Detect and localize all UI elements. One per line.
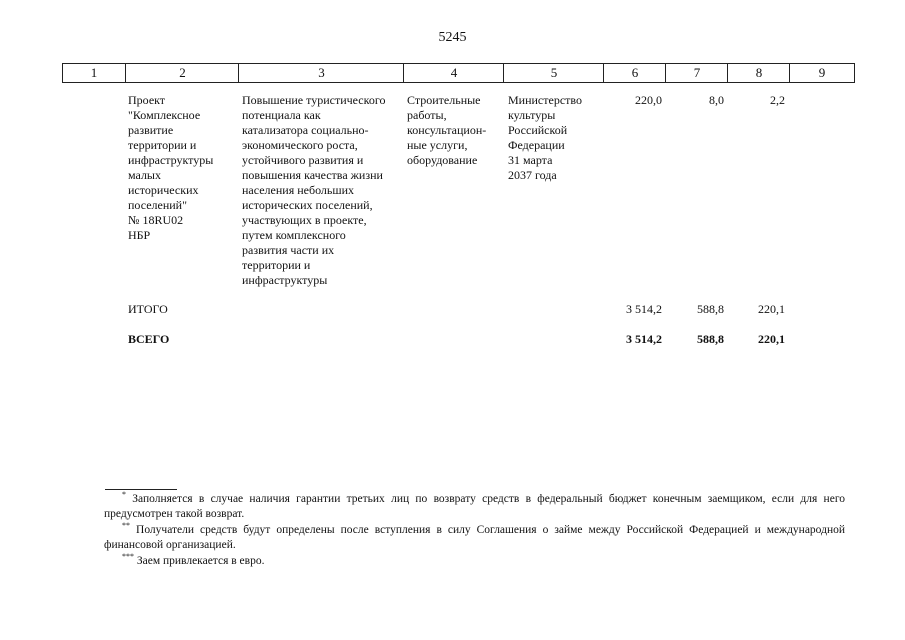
executor-cell [508,93,582,183]
works-line: работы, [407,108,447,122]
executor-line: Федерации [508,138,565,152]
project-line: развитие [128,123,174,137]
column-number: 7 [665,64,728,82]
footnote-2 [104,523,845,553]
purpose-line: участвующих в проекте, [242,213,367,227]
purpose-line: населения небольших [242,183,355,197]
itogo-col6: 3 514,2 [626,302,662,316]
vsego-col8: 220,1 [758,332,785,346]
footnote-1 [104,492,845,522]
works-cell [407,93,486,168]
vsego-label: ВСЕГО [128,332,170,346]
footnote-text: Заполняется в случае наличия гарантии третьих лиц по возврату средств в федеральный бюджет конечным заемщиком, если для него предусмотрен такой возврат. [104,493,846,520]
page-number: 5245 [438,30,467,45]
executor-line: культуры [508,108,556,122]
footnote-text: Получатели средств будут определены после вступления в силу Соглашения о займе между Российской Федерацией и международной финансовой организацией. [104,524,846,551]
purpose-line: повышения качества жизни [242,168,383,182]
project-purpose-cell [242,93,385,288]
amount-col7: 8,0 [709,93,724,107]
footnote-mark: ** [122,521,130,530]
column-number: 1 [90,65,98,80]
project-line: малых [128,168,161,182]
column-number: 4 [403,64,504,82]
purpose-line: исторических поселений, [242,198,373,212]
project-line: НБР [128,228,151,242]
project-line: "Комплексное [128,108,201,122]
project-line: № 18RU02 [128,213,184,227]
purpose-line: устойчивого развития и [242,153,364,167]
purpose-line: Повышение туристического [242,93,386,107]
project-line: территории и [128,138,197,152]
column-number: 9 [789,64,854,82]
project-line: исторических [128,183,199,197]
executor-line: Министерство [508,93,582,107]
amount-col8: 2,2 [770,93,785,107]
purpose-line: экономического роста, [242,138,358,152]
works-line: Строительные [407,93,481,107]
project-name-cell [128,93,213,243]
project-line: поселений" [128,198,187,212]
column-number: 3 [238,64,404,82]
executor-line: 31 марта [508,153,553,167]
itogo-col8: 220,1 [758,302,785,316]
purpose-line: территории и [242,258,311,272]
executor-line: Российской [508,123,568,137]
vsego-col6: 3 514,2 [626,332,662,346]
column-number-header [62,63,855,83]
project-line: Проект [128,93,166,107]
works-line: оборудование [407,153,478,167]
works-line: консультацион- [407,123,487,137]
footnote-mark: * [122,490,126,499]
footnote-3 [104,554,845,569]
column-number: 8 [727,64,790,82]
vsego-col7: 588,8 [697,332,724,346]
footnote-text: Заем привлекается в евро. [136,555,265,567]
purpose-line: инфраструктуры [242,273,328,287]
itogo-label: ИТОГО [128,302,168,316]
footnote-mark: *** [122,552,134,561]
project-line: инфраструктуры [128,153,214,167]
purpose-line: потенциала как [242,108,321,122]
amount-col6: 220,0 [635,93,662,107]
column-number: 6 [603,64,666,82]
itogo-col7: 588,8 [697,302,724,316]
footnote-divider [105,489,177,490]
works-line: ные услуги, [407,138,468,152]
column-number: 5 [503,64,604,82]
purpose-line: развития части их [242,243,335,257]
executor-line: 2037 года [508,168,557,182]
column-number: 2 [125,64,239,82]
purpose-line: катализатора социально- [242,123,369,137]
purpose-line: путем комплексного [242,228,346,242]
